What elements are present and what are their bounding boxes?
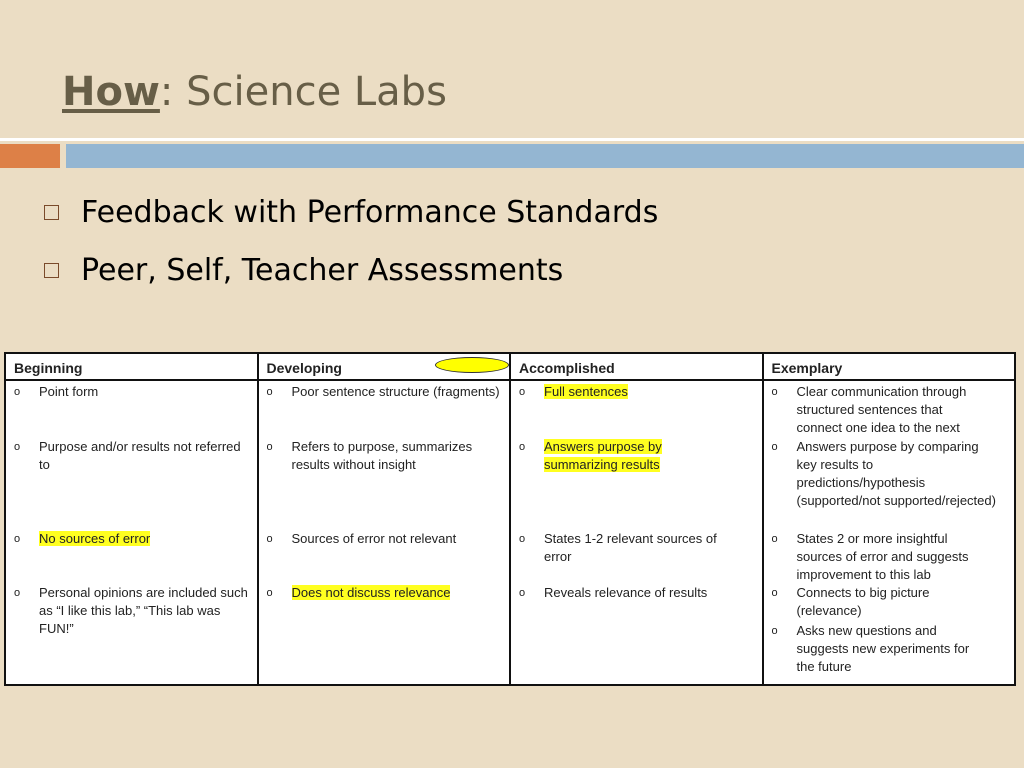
header-beginning — [6, 354, 259, 379]
circle-bullet-icon: o — [14, 587, 21, 599]
rubric-item — [259, 438, 504, 474]
header-label: Accomplished — [519, 360, 615, 376]
header-label: Exemplary — [771, 360, 843, 376]
item-text: States 2 or more insightful sources of error and suggests improvement to this lab — [796, 531, 969, 582]
circle-bullet-icon: o — [266, 386, 273, 398]
divider-line — [0, 138, 1024, 141]
circle-bullet-icon: o — [771, 441, 778, 453]
title-rest: : Science Labs — [159, 69, 447, 115]
circle-bullet-icon: o — [14, 386, 21, 398]
item-text: Answers purpose by comparing key results to predictions/hypothesis (supported/not supported/rejected) — [796, 439, 996, 508]
circle-bullet-icon: o — [519, 533, 526, 545]
header-developing — [259, 354, 512, 379]
circle-bullet-icon: o — [771, 386, 778, 398]
column-exemplary — [764, 381, 1015, 686]
item-text: Sources of error not relevant — [291, 531, 457, 546]
header-exemplary — [764, 354, 1015, 379]
rubric-item — [511, 530, 756, 566]
item-text: Connects to big picture (relevance) — [796, 585, 930, 618]
rubric-item — [259, 383, 504, 401]
rubric-item — [511, 383, 756, 401]
rubric-item — [259, 530, 504, 548]
slide-title — [62, 69, 447, 115]
rubric-item — [6, 438, 251, 474]
circle-bullet-icon: o — [266, 533, 273, 545]
item-text: Point form — [39, 384, 99, 399]
square-bullet-icon — [44, 205, 59, 220]
header-label: Beginning — [14, 360, 83, 376]
accent-bar-orange — [0, 144, 60, 168]
rubric-item — [764, 584, 1009, 620]
bullet-item — [44, 188, 658, 236]
rubric-item — [511, 584, 756, 602]
rubric-header-row — [6, 354, 1014, 381]
bullet-text: Peer, Self, Teacher Assessments — [81, 252, 564, 288]
column-beginning — [6, 381, 259, 686]
circle-bullet-icon: o — [14, 441, 21, 453]
accent-bar-blue — [66, 144, 1024, 168]
item-text-highlighted: No sources of error — [39, 531, 151, 546]
item-text: Asks new questions and suggests new experiments for the future — [796, 623, 970, 674]
column-accomplished — [511, 381, 764, 686]
circle-bullet-icon: o — [14, 533, 21, 545]
rubric-table — [4, 352, 1016, 686]
rubric-item — [6, 530, 251, 548]
square-bullet-icon — [44, 263, 59, 278]
circle-bullet-icon: o — [266, 587, 273, 599]
circle-bullet-icon: o — [519, 441, 526, 453]
circle-bullet-icon: o — [266, 441, 273, 453]
circle-bullet-icon: o — [519, 587, 526, 599]
item-text: Poor sentence structure (fragments) — [291, 384, 500, 399]
rubric-item — [6, 584, 251, 638]
circle-bullet-icon: o — [771, 533, 778, 545]
item-text: Personal opinions are included such as “I like this lab,” “This lab was FUN!” — [39, 585, 248, 636]
item-text-highlighted: Answers purpose by summarizing results — [544, 439, 662, 472]
rubric-item — [511, 438, 756, 474]
item-text-highlighted: Full sentences — [544, 384, 628, 399]
bullet-text: Feedback with Performance Standards — [81, 194, 659, 230]
item-text-highlighted: Does not discuss relevance — [291, 585, 451, 600]
item-text: Refers to purpose, summarizes results without insight — [291, 439, 473, 472]
circle-bullet-icon: o — [771, 587, 778, 599]
rubric-item — [259, 584, 504, 602]
rubric-item — [764, 383, 1009, 437]
title-emphasis: How — [62, 69, 160, 115]
bullet-list — [44, 188, 658, 304]
item-text: Clear communication through structured sentences that connect one idea to the next — [796, 384, 967, 435]
rubric-item — [764, 530, 1009, 584]
rubric-body — [6, 381, 1014, 686]
circle-bullet-icon: o — [519, 386, 526, 398]
highlight-oval — [435, 357, 509, 373]
circle-bullet-icon: o — [771, 625, 778, 637]
rubric-item — [6, 383, 251, 401]
bullet-item — [44, 246, 658, 294]
rubric-item — [764, 438, 1009, 510]
column-developing — [259, 381, 512, 686]
item-text: States 1-2 relevant sources of error — [544, 531, 717, 564]
header-accomplished — [511, 354, 764, 379]
header-label: Developing — [266, 360, 342, 376]
rubric-item — [764, 622, 1009, 676]
item-text: Purpose and/or results not referred to — [39, 439, 241, 472]
item-text: Reveals relevance of results — [544, 585, 708, 600]
